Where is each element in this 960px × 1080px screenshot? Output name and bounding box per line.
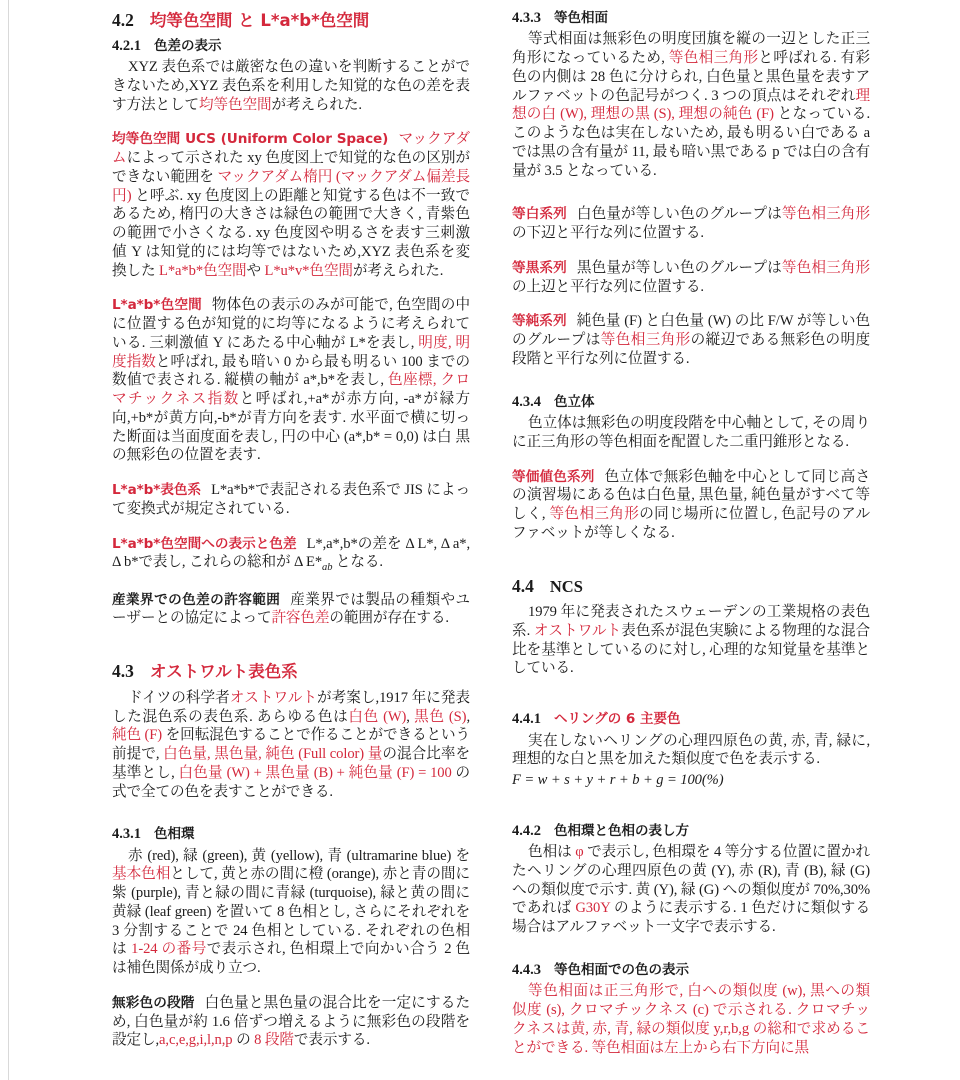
term-achromatic-steps bbox=[112, 994, 470, 1050]
section-heading-4-2 bbox=[112, 10, 470, 31]
spacer bbox=[512, 459, 870, 468]
term-label: 産業界での色差の許容範囲 bbox=[112, 591, 281, 608]
term-lab-space bbox=[112, 296, 470, 465]
spacer bbox=[512, 944, 870, 962]
spacer bbox=[512, 685, 870, 711]
term-label: 均等色空間 UCS (Uniform Color Space) bbox=[112, 131, 389, 148]
formula-hering bbox=[512, 771, 870, 790]
section-heading-4-4 bbox=[512, 576, 870, 597]
term-body: 産業界では製品の種類やユーザーとの協定によって許容色差の範囲が存在する. bbox=[112, 591, 470, 627]
subsection-title: 色相環 bbox=[154, 826, 195, 843]
paragraph-4-4-2 bbox=[512, 843, 870, 937]
spacer bbox=[112, 121, 470, 130]
subsection-heading-4-4-3 bbox=[512, 962, 870, 979]
left-column bbox=[112, 10, 470, 1080]
term-body: 純色量 (F) と白色量 (W) の比 F/W が等しい色のグループは等色相三角形の縦辺である無彩色の明度段階と平行な列に位置する. bbox=[512, 313, 871, 367]
term-lab-delta bbox=[112, 535, 470, 575]
paragraph-text: 等色相面は正三角形で, 白への類似度 (w), 黒への類似度 (s), クロマチックネス (c) で示される. クロマチックネスは黄, 赤, 青, 緑の類似度 y,r,b,g の総和で求めることができる. 等色相面は左上から右下方向に黒 bbox=[512, 983, 870, 1056]
spacer bbox=[112, 472, 470, 481]
paragraph-text: 赤 (red), 緑 (green), 黄 (yellow), 青 (ultramarine blue) を基本色相として, 黄と赤の間に橙 (orange), 赤と青の間に紫 (purple), 青と緑の間に青緑 (turquoise), 緑と黄の間に黄緑 (leaf green) を置いて 8 色相とし, さらにそれぞれを 3 分割することで 24 色相としている. それぞれの色相は 1-24 の番号で表示され, 色相環上で向かい合う 2 色は補色関係が成り立つ. bbox=[112, 847, 470, 977]
section-title: NCS bbox=[549, 576, 583, 596]
subsection-heading-4-2-1 bbox=[112, 38, 470, 55]
section-number: 4.3 bbox=[112, 661, 134, 682]
spacer bbox=[112, 985, 470, 994]
subsection-heading-4-3-1 bbox=[112, 826, 470, 843]
term-ucs bbox=[112, 130, 470, 280]
paragraph-4-3 bbox=[112, 689, 470, 802]
subsection-title: 色相環と色相の表し方 bbox=[554, 822, 689, 839]
paragraph-4-3-4 bbox=[512, 414, 870, 452]
subsection-title: ヘリングの 6 主要色 bbox=[554, 711, 681, 728]
subsection-title: 等色相面 bbox=[554, 10, 608, 26]
term-equal-value bbox=[512, 468, 870, 543]
subsection-heading-4-4-2 bbox=[512, 823, 870, 840]
term-body-subscript: ab bbox=[322, 562, 333, 574]
term-label: L*a*b*表色系 bbox=[112, 482, 202, 499]
subsection-heading-4-3-4 bbox=[512, 394, 870, 411]
paragraph-text: ドイツの科学者オストワルトが考案し,1917 年に発表した混色系の表色系. あらゆる色は白色 (W), 黒色 (S), 純色 (F) を回転混色することで作ることができるという前提で, 白色量, 黒色量, 純色 (Full color) 量の混合比率を基準とし, 白色量 (W) + 黒色量 (B) + 純色量 (F) = 100 の式で全ての色を表すことができる. bbox=[112, 689, 470, 800]
paragraph-4-3-1 bbox=[112, 847, 470, 978]
spacer bbox=[512, 797, 870, 823]
spacer bbox=[512, 187, 870, 205]
term-label: L*a*b*色空間 bbox=[112, 297, 202, 314]
term-equal-pure bbox=[512, 312, 870, 368]
term-body: マックアダムによって示された xy 色度図上で知覚的な色の区別ができない範囲を マックアダム楕円 (マックアダム偏差長円) と呼ぶ. xy 色度図上の距離と知覚する色は不一致であるため, 楕円の大きさは緑色の範囲で大きく, 青紫色の範囲で小さくなる. xy 色度図や明るさを表す三刺激値 Y は知覚的には均等ではないため,XYZ 表色系を変換した L*a*b*色空間や L*u*v*色空間が考えられた. bbox=[112, 131, 471, 279]
spacer bbox=[112, 287, 470, 296]
term-tolerance bbox=[112, 591, 470, 629]
phi-symbol: φ bbox=[575, 844, 584, 861]
right-column bbox=[512, 10, 870, 1080]
paragraph-4-2-1 bbox=[112, 58, 470, 114]
formula-text: F = w + s + y + r + b + g = 100(%) bbox=[512, 772, 724, 789]
section-title: オストワルト表色系 bbox=[149, 662, 298, 682]
paragraph-text: 実在しないヘリングの心理四原色の黄, 赤, 青, 緑に, 理想的な白と黒を加えた類似度で色を表示する. bbox=[512, 732, 870, 768]
term-equal-black bbox=[512, 259, 870, 297]
term-label: 等黒系列 bbox=[512, 259, 567, 276]
section-title: 均等色空間 と L*a*b*色空間 bbox=[149, 11, 370, 30]
subsection-title: 色差の表示 bbox=[154, 37, 222, 54]
term-body: L*a*b*で表記される表色系で JIS によって変換式が規定されている. bbox=[112, 482, 470, 517]
subsection-title: 色立体 bbox=[554, 393, 595, 410]
term-label: 等価値色系列 bbox=[512, 468, 595, 485]
term-body: 黒色量が等しい色のグループは等色相三角形の上辺と平行な列に位置する. bbox=[512, 259, 871, 295]
term-label: 無彩色の段階 bbox=[112, 994, 195, 1011]
subsection-title: 等色相面での色の表示 bbox=[554, 961, 689, 978]
subsection-number: 4.4.1 bbox=[512, 711, 541, 728]
spacer bbox=[512, 250, 870, 259]
term-body: 白色量が等しい色のグループは等色相三角形の下辺と平行な列に位置する. bbox=[512, 206, 871, 242]
term-equal-white bbox=[512, 205, 870, 243]
section-heading-4-3 bbox=[112, 661, 470, 682]
paragraph-text-pre: 色相は bbox=[528, 844, 576, 861]
spacer bbox=[112, 526, 470, 535]
paragraph-4-3-3 bbox=[512, 30, 870, 180]
term-label: L*a*b*色空間への表示と色差 bbox=[112, 535, 297, 552]
paragraph-text: 等式相面は無彩色の明度団旗を縦の一辺とした正三角形になっているため, 等色相三角形と呼ばれる. 有彩色の内側は 28 色に分けられ, 白色量と黒色量を表すアルファベットの色記号がつく. 3 つの頂点はそれぞれ理想の白 (W), 理想の黒 (S), 理想の純色 (F) となっている. このような色は実在しないため, 最も明るい白である a では黒の含有量が 11, 最も暗い黒である p では白の含有量が 3.5 となっている. bbox=[512, 31, 870, 179]
spacer bbox=[512, 376, 870, 394]
section-number: 4.4 bbox=[512, 575, 534, 596]
paragraph-4-4-1 bbox=[512, 732, 870, 770]
term-body-post: となる. bbox=[332, 554, 383, 571]
term-label: 等純系列 bbox=[512, 313, 567, 330]
spacer bbox=[112, 635, 470, 661]
spacer bbox=[512, 550, 870, 576]
term-body: 物体色の表示のみが可能で, 色空間の中に位置する色が知覚的に均等になるように考えられている. 三刺激値 Y にあたる中心軸が L*を表し, 明度, 明度指数と呼ばれ, 最も暗い 0 から最も明るい 100 までの数値で表される. 縦横の軸が a*,b*を表し, 色座標, クロマチックネス指数と呼ばれ,+a*が赤方向, -a*が緑方向,+b*が黄方向,-b*が青方向を表す. 水平面で横に切った断面は当面度面を表し, 円の中心 (a*,b* = 0,0) は白 黒の無彩色の位置を表す. bbox=[112, 297, 471, 464]
term-body-pre: L*,a*,b*の差を Δ L*, Δ a*, Δ b*で表し, これらの総和が Δ E* bbox=[112, 535, 470, 571]
subsection-number: 4.2.1 bbox=[112, 37, 141, 54]
subsection-number: 4.3.3 bbox=[512, 10, 541, 26]
subsection-heading-4-4-1 bbox=[512, 711, 870, 728]
term-lab-system bbox=[112, 481, 470, 519]
paragraph-text: XYZ 表色系では厳密な色の違いを判断することができないため,XYZ 表色系を利用した知覚的な色の差を表す方法として均等色空間が考えられた. bbox=[112, 59, 470, 113]
section-number: 4.2 bbox=[112, 10, 134, 30]
paragraph-text-post: で表示し, 色相環を 4 等分する位置に置かれたヘリングの心理四原色の黄 (Y), 赤 (R), 青 (B), 緑 (G) への類似度で示す. 黄 (Y), 緑 (G) への類似度が 70%,30%であれば G30Y のように表示する. 1 色だけに類似する場合はアルファベット一文字で表示する. bbox=[512, 844, 871, 936]
subsection-number: 4.4.3 bbox=[512, 961, 541, 978]
term-label: 等白系列 bbox=[512, 206, 567, 223]
spacer bbox=[112, 582, 470, 591]
spacer bbox=[512, 303, 870, 312]
paragraph-4-4 bbox=[512, 603, 870, 678]
paragraph-text: 色立体は無彩色の明度段階を中心軸として, その周りに正三角形の等色相面を配置した二重円錐形となる. bbox=[512, 415, 870, 450]
subsection-number: 4.4.2 bbox=[512, 822, 541, 839]
term-body: 色立体で無彩色軸を中心として同じ高さの演習場にある色は白色量, 黒色量, 純色量がすべて等しく, 等色相三角形の同じ場所に位置し, 色記号のアルファベットが等しくなる. bbox=[512, 468, 871, 541]
paragraph-4-4-3 bbox=[512, 982, 870, 1057]
spacer bbox=[112, 808, 470, 826]
subsection-number: 4.3.4 bbox=[512, 393, 541, 410]
paragraph-text: 1979 年に発表されたスウェーデンの工業規格の表色系. オストワルト表色系が混色実験による物理的な混合比を基準としているのに対し, 心理的な知覚量を基準としている. bbox=[512, 604, 871, 677]
term-body: 白色量と黒色量の混合比を一定にするため, 白色量が約 1.6 倍ずつ増えるように無彩色の段階を設定し,a,c,e,g,i,l,n,p の 8 段階で表示する. bbox=[112, 994, 471, 1049]
subsection-number: 4.3.1 bbox=[112, 826, 141, 843]
subsection-heading-4-3-3 bbox=[512, 10, 870, 27]
